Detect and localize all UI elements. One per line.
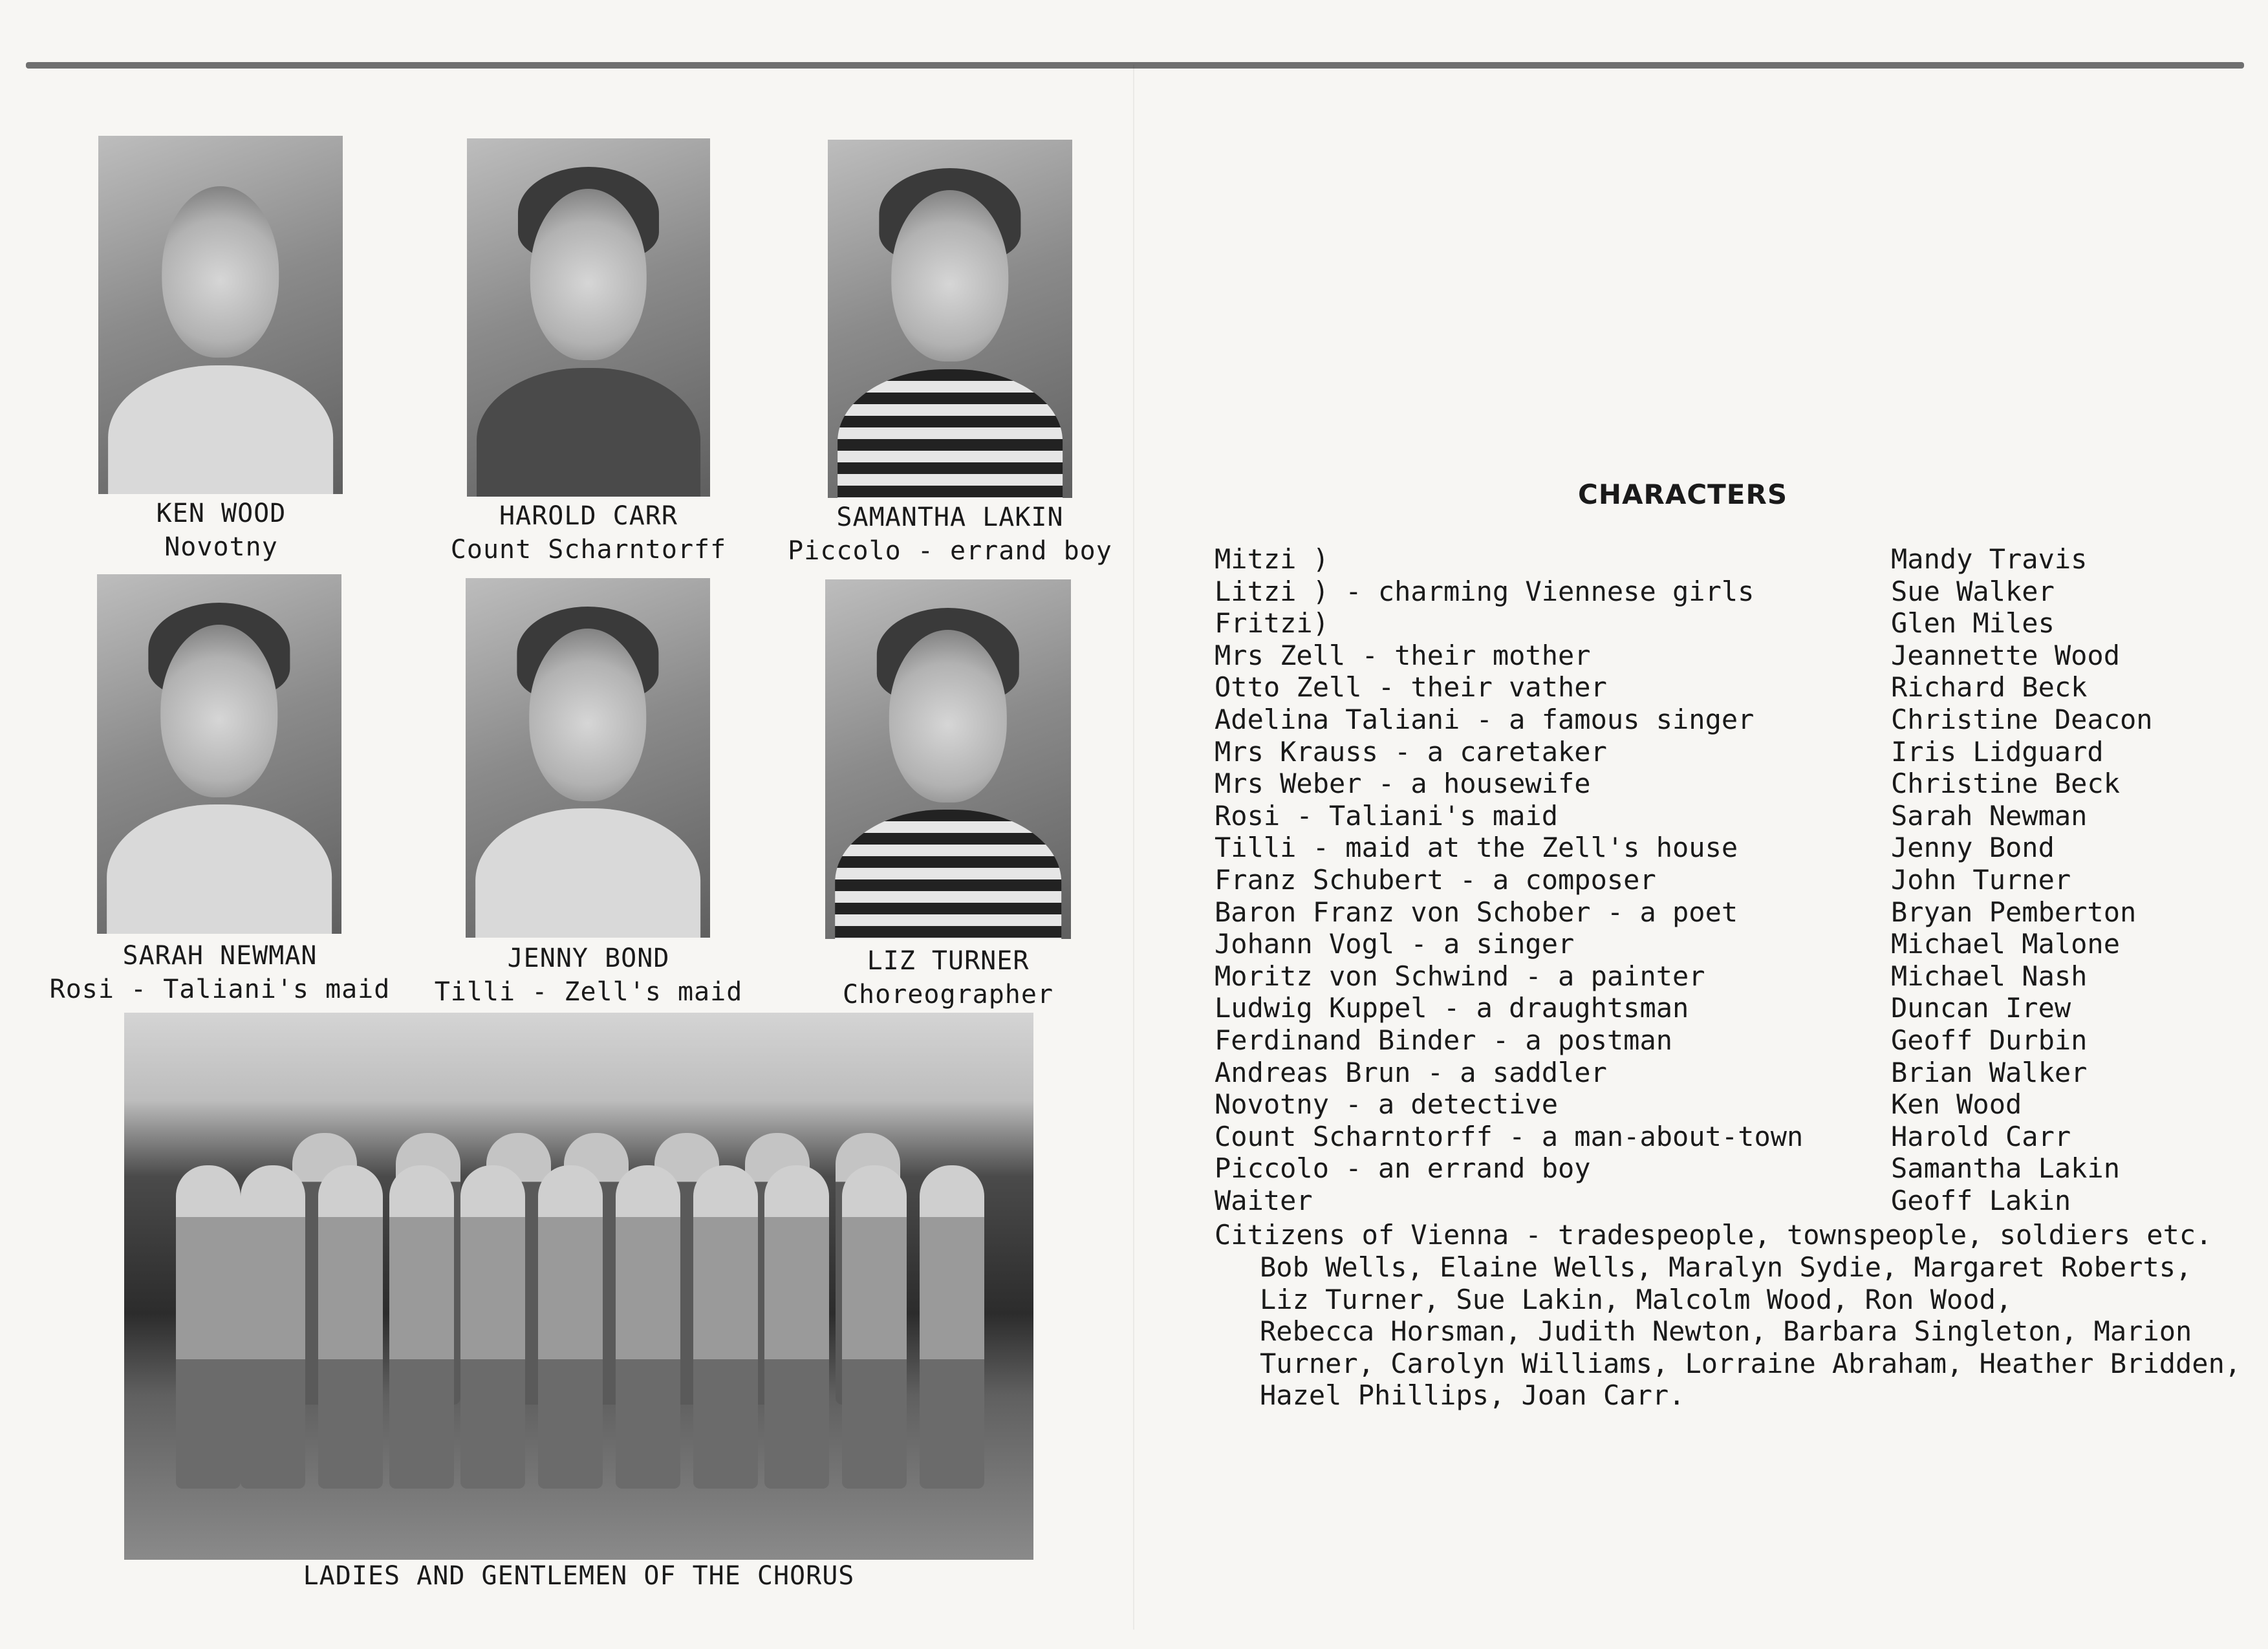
characters-title: CHARACTERS xyxy=(1578,479,1788,510)
cast-role: Mrs Krauss - a caretaker xyxy=(1215,735,1607,768)
citizens-line: Liz Turner, Sue Lakin, Malcolm Wood, Ron Wood, xyxy=(1260,1283,2013,1315)
cast-actor: Ken Wood xyxy=(1891,1088,2022,1121)
portrait-photo-jenny-bond xyxy=(466,578,710,938)
cast-role: Ferdinand Binder - a postman xyxy=(1215,1024,1673,1056)
cast-actor: Brian Walker xyxy=(1891,1056,2088,1088)
cast-row xyxy=(1215,607,2236,640)
cast-actor: Richard Beck xyxy=(1891,671,2088,704)
portrait-photo-liz-turner xyxy=(825,579,1071,939)
cast-actor: Harold Carr xyxy=(1891,1120,2071,1152)
cast-actor: Jeannette Wood xyxy=(1891,639,2121,671)
cast-role: Rosi - Taliani's maid xyxy=(1215,799,1559,832)
citizens-line: Turner, Carolyn Williams, Lorraine Abraham, Heather Bridden, xyxy=(1260,1347,2241,1379)
cast-actor: Duncan Irew xyxy=(1891,992,2071,1024)
cast-role: Mrs Zell - their mother xyxy=(1215,639,1591,671)
citizens-line: Bob Wells, Elaine Wells, Maralyn Sydie, Margaret Roberts, xyxy=(1260,1251,2192,1283)
cast-actor: Glen Miles xyxy=(1891,607,2055,640)
cast-row xyxy=(1215,1185,2236,1217)
cast-actor: Jenny Bond xyxy=(1891,832,2055,864)
cast-role: Fritzi) xyxy=(1215,607,1330,640)
cast-actor: Iris Lidguard xyxy=(1891,735,2104,768)
portrait-photo-harold-carr xyxy=(467,138,710,497)
top-rule xyxy=(26,62,2244,69)
portrait-name: KEN WOOD xyxy=(156,499,286,528)
cast-row xyxy=(1215,640,2236,672)
cast-role: Baron Franz von Schober - a poet xyxy=(1215,896,1738,928)
cast-role: Count Scharntorff - a man-about-town xyxy=(1215,1120,1804,1152)
portrait-role: Tilli - Zell's maid xyxy=(434,977,743,1007)
portrait-photo-ken-wood xyxy=(98,136,343,494)
portrait-name: SARAH NEWMAN xyxy=(122,941,318,971)
cast-row xyxy=(1215,960,2236,993)
cast-actor: Mandy Travis xyxy=(1891,543,2088,575)
cast-role: Waiter xyxy=(1215,1184,1313,1216)
portrait-name: JENNY BOND xyxy=(507,943,670,973)
cast-list xyxy=(1215,543,2236,1216)
portrait-name: HAROLD CARR xyxy=(499,501,678,531)
portrait-role: Rosi - Taliani's maid xyxy=(49,975,391,1004)
cast-actor: Geoff Lakin xyxy=(1891,1184,2071,1216)
cast-role: Ludwig Kuppel - a draughtsman xyxy=(1215,992,1689,1024)
portrait-name: LIZ TURNER xyxy=(867,946,1030,976)
cast-actor: John Turner xyxy=(1891,863,2071,896)
cast-role: Tilli - maid at the Zell's house xyxy=(1215,832,1738,864)
cast-row xyxy=(1215,576,2236,608)
cast-row xyxy=(1215,768,2236,800)
cast-row xyxy=(1215,896,2236,929)
cast-row xyxy=(1215,736,2236,768)
cast-role: Mitzi ) xyxy=(1215,543,1330,575)
page-fold xyxy=(1133,65,1134,1630)
citizens-names xyxy=(1260,1251,2241,1412)
cast-role: Litzi ) - charming Viennese girls xyxy=(1215,575,1755,607)
cast-row xyxy=(1215,800,2236,832)
cast-role: Adelina Taliani - a famous singer xyxy=(1215,703,1755,735)
cast-role: Andreas Brun - a saddler xyxy=(1215,1056,1607,1088)
cast-row xyxy=(1215,1088,2236,1121)
citizens-heading: Citizens of Vienna - tradespeople, townspeople, soldiers etc. xyxy=(1215,1219,2212,1251)
portrait-name: SAMANTHA LAKIN xyxy=(836,502,1064,532)
chorus-caption: LADIES AND GENTLEMEN OF THE CHORUS xyxy=(303,1561,855,1591)
cast-role: Piccolo - an errand boy xyxy=(1215,1152,1591,1185)
portrait-role: Choreographer xyxy=(842,980,1054,1009)
chorus-group-photo xyxy=(124,1013,1033,1560)
cast-actor: Sarah Newman xyxy=(1891,799,2088,832)
cast-role: Otto Zell - their vather xyxy=(1215,671,1607,704)
portrait-photo-sarah-newman xyxy=(97,574,341,934)
cast-row xyxy=(1215,671,2236,704)
cast-row xyxy=(1215,543,2236,576)
cast-row xyxy=(1215,864,2236,896)
cast-actor: Christine Deacon xyxy=(1891,703,2153,735)
portrait-caption-sarah-newman xyxy=(26,939,414,1006)
cast-row xyxy=(1215,992,2236,1024)
portrait-caption-jenny-bond xyxy=(414,942,763,1009)
portrait-caption-liz-turner xyxy=(786,944,1110,1011)
cast-actor: Sue Walker xyxy=(1891,575,2055,607)
cast-role: Novotny - a detective xyxy=(1215,1088,1559,1121)
cast-row xyxy=(1215,928,2236,960)
cast-row xyxy=(1215,1057,2236,1089)
cast-row xyxy=(1215,1152,2236,1185)
portrait-caption-samantha-lakin xyxy=(772,501,1128,568)
portrait-caption-harold-carr xyxy=(427,499,750,566)
cast-role: Mrs Weber - a housewife xyxy=(1215,768,1591,800)
cast-row xyxy=(1215,1024,2236,1057)
cast-actor: Michael Malone xyxy=(1891,928,2121,960)
portrait-role: Novotny xyxy=(164,532,278,562)
cast-row xyxy=(1215,704,2236,736)
portrait-caption-ken-wood xyxy=(59,497,383,564)
cast-actor: Christine Beck xyxy=(1891,768,2121,800)
cast-role: Moritz von Schwind - a painter xyxy=(1215,960,1705,992)
cast-actor: Bryan Pemberton xyxy=(1891,896,2137,928)
citizens-line: Rebecca Horsman, Judith Newton, Barbara Singleton, Marion xyxy=(1260,1315,2192,1348)
cast-actor: Samantha Lakin xyxy=(1891,1152,2121,1185)
cast-row xyxy=(1215,1121,2236,1153)
cast-role: Franz Schubert - a composer xyxy=(1215,863,1656,896)
cast-row xyxy=(1215,832,2236,864)
cast-actor: Geoff Durbin xyxy=(1891,1024,2088,1056)
cast-role: Johann Vogl - a singer xyxy=(1215,928,1575,960)
portrait-role: Piccolo - errand boy xyxy=(788,536,1112,566)
citizens-line: Hazel Phillips, Joan Carr. xyxy=(1260,1379,1685,1412)
portrait-role: Count Scharntorff xyxy=(450,535,727,565)
cast-actor: Michael Nash xyxy=(1891,960,2088,992)
portrait-photo-samantha-lakin xyxy=(828,140,1072,498)
